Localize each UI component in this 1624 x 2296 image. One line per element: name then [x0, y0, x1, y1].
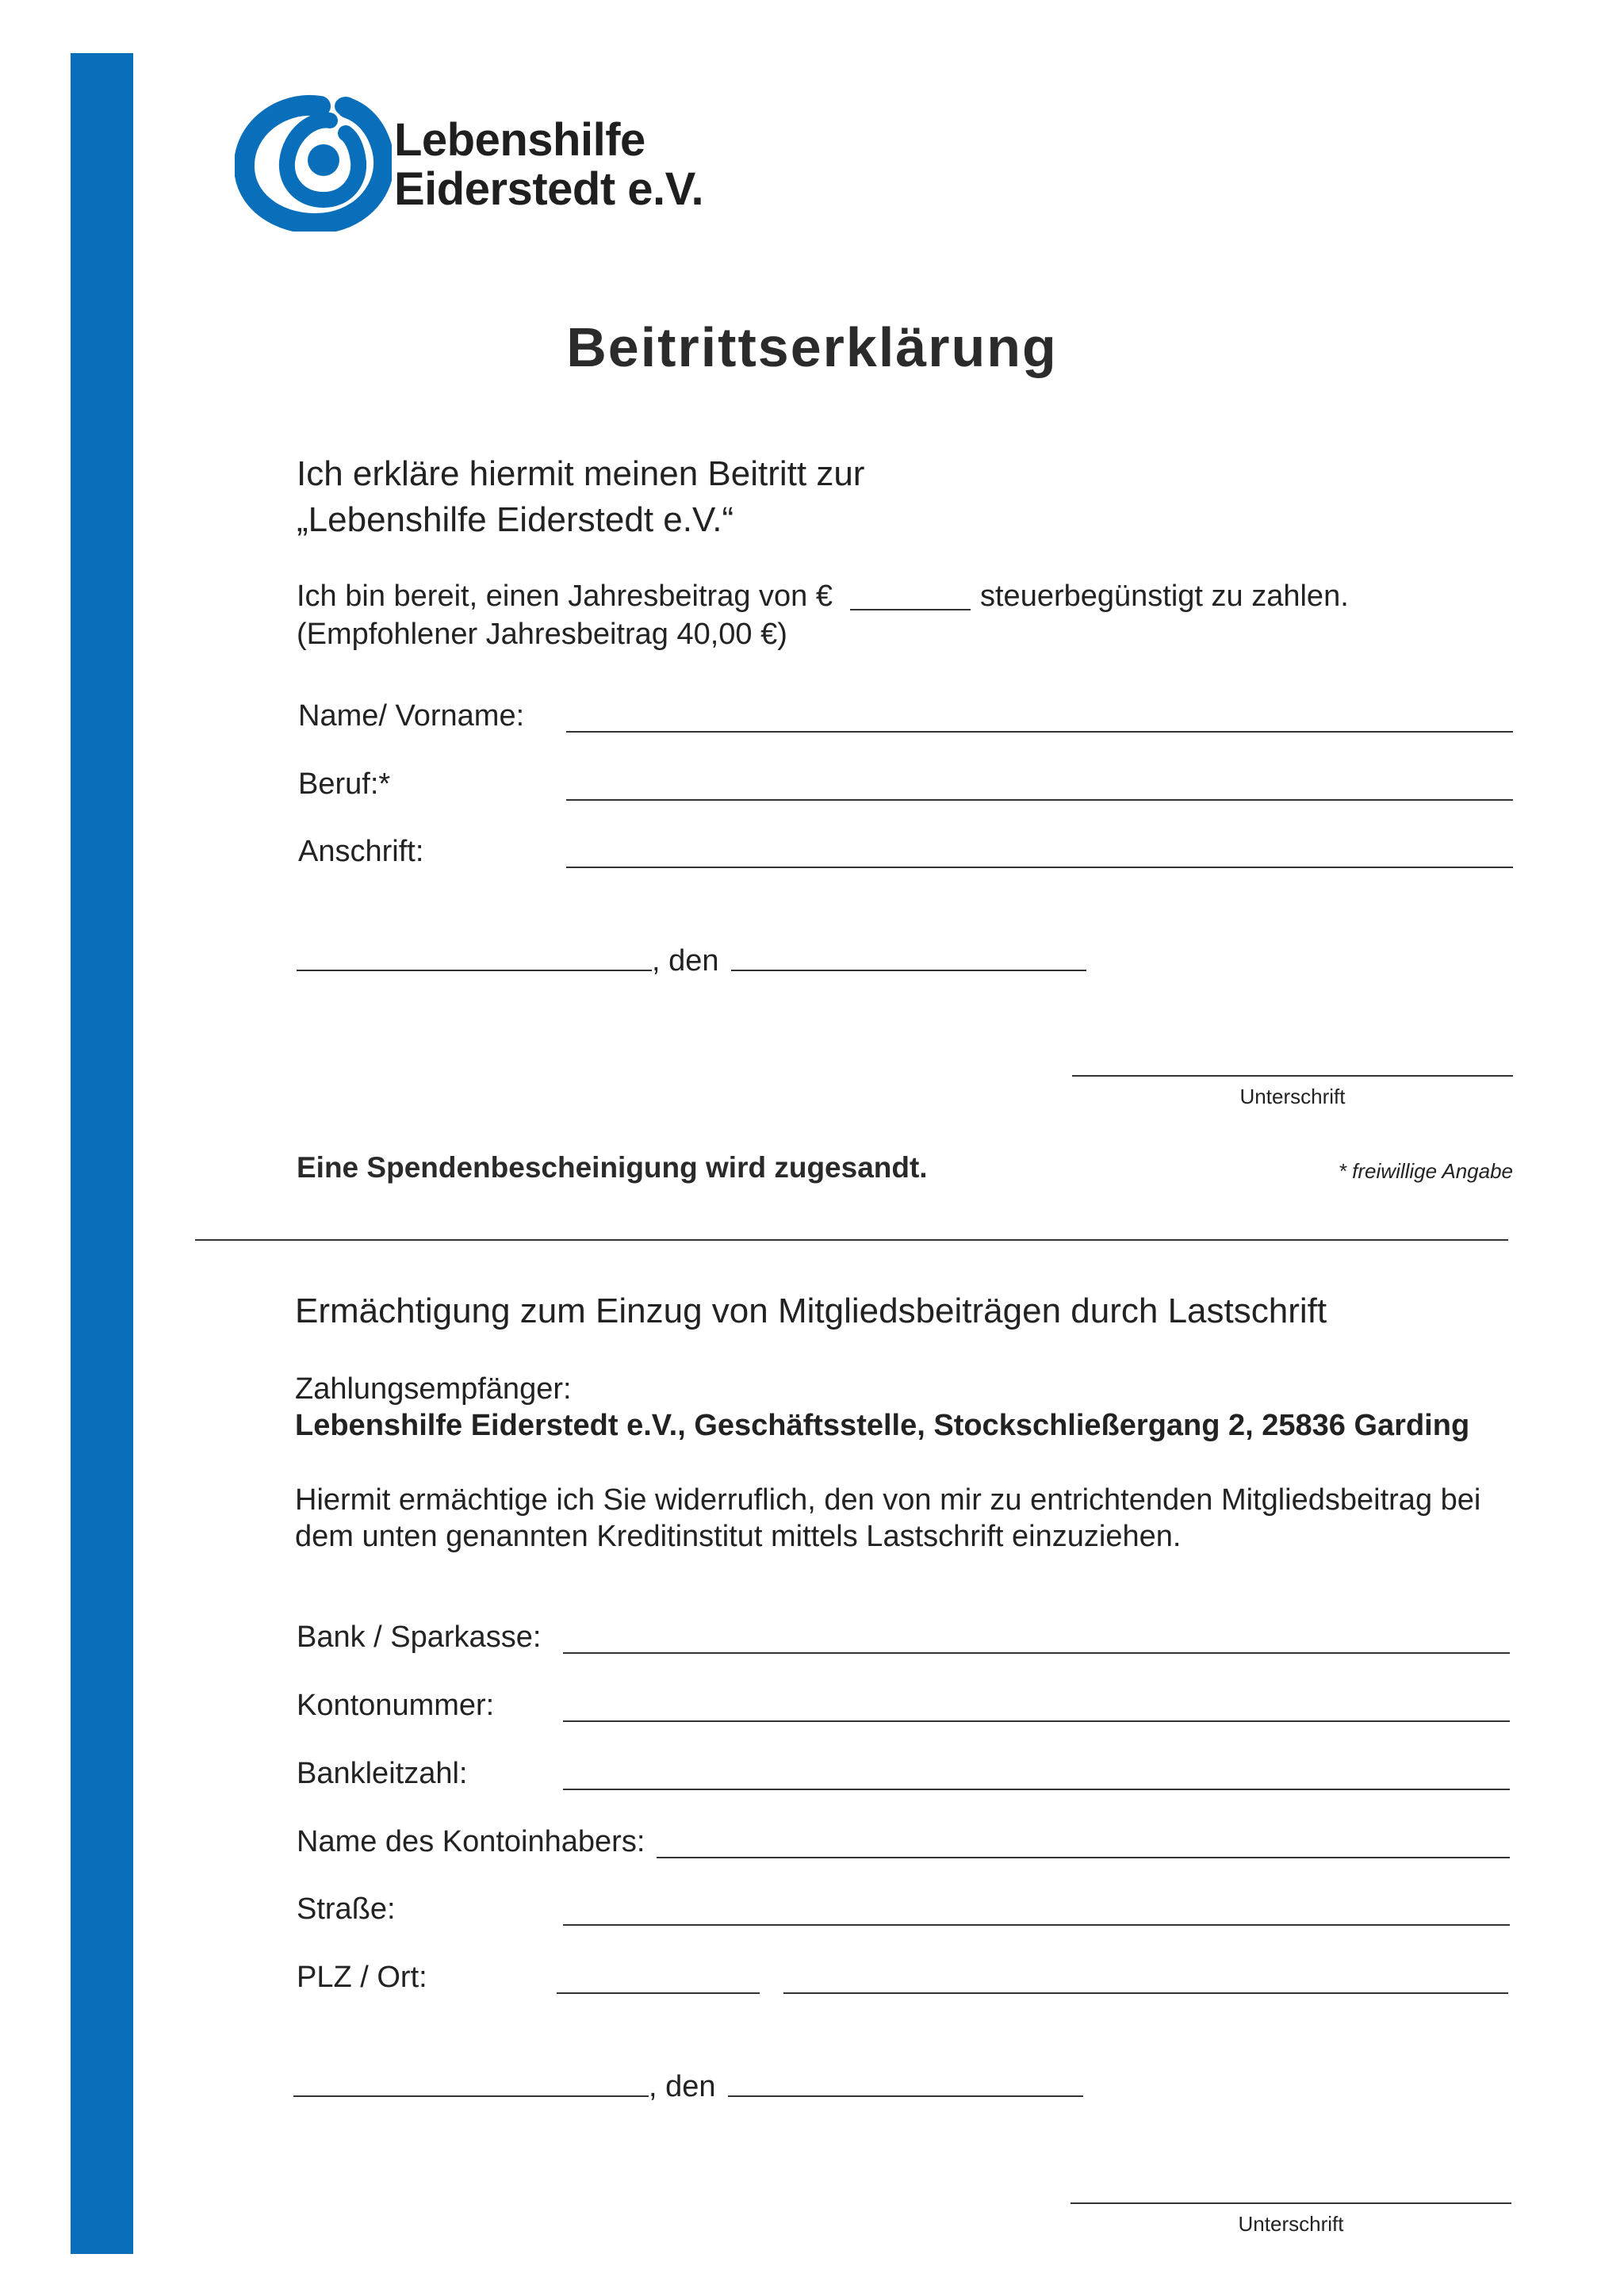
fee-suffix: steuerbegünstigt zu zahlen.: [980, 580, 1349, 613]
debit-date-separator: , den: [649, 2070, 716, 2103]
account-number-label: Kontonummer:: [297, 1689, 495, 1722]
debit-place-field[interactable]: [293, 2095, 649, 2097]
brand-sidebar-bar: [71, 53, 133, 2254]
fee-amount-field[interactable]: [850, 609, 971, 610]
authorization-line-1: Hiermit ermächtige ich Sie widerruflich, den von mir zu entrichtenden Mitgliedsbeitrag bei: [295, 1483, 1481, 1517]
signature-label: Unterschrift: [1239, 1085, 1346, 1108]
debit-date-field[interactable]: [728, 2095, 1083, 2097]
account-holder-label: Name des Kontoinhabers:: [297, 1825, 645, 1858]
bank-field[interactable]: [563, 1652, 1510, 1654]
authorization-line-2: dem unten genannten Kreditinstitut mittels Lastschrift einzuziehen.: [295, 1520, 1182, 1553]
payee-value: Lebenshilfe Eiderstedt e.V., Geschäftsstelle, Stockschließergang 2, 25836 Garding: [295, 1409, 1470, 1442]
debit-heading: Ermächtigung zum Einzug von Mitgliedsbeiträgen durch Lastschrift: [295, 1292, 1327, 1330]
page-title: Beitrittserklärung: [566, 316, 1058, 378]
account-number-field[interactable]: [563, 1720, 1510, 1722]
place-field[interactable]: [297, 970, 652, 971]
street-field[interactable]: [563, 1924, 1510, 1926]
account-holder-field[interactable]: [657, 1857, 1510, 1858]
city-field[interactable]: [783, 1992, 1508, 1994]
name-field[interactable]: [566, 731, 1513, 733]
debit-signature-field[interactable]: [1071, 2202, 1511, 2204]
zip-field[interactable]: [557, 1992, 760, 1994]
street-label: Straße:: [297, 1892, 396, 1926]
organization-name-line1: Lebenshilfe: [394, 114, 645, 166]
bank-code-label: Bankleitzahl:: [297, 1757, 468, 1790]
fee-prefix: Ich bin bereit, einen Jahresbeitrag von €: [297, 580, 833, 613]
organization-name-line2: Eiderstedt e.V.: [394, 163, 704, 215]
optional-note: * freiwillige Angabe: [1338, 1159, 1513, 1183]
donation-note: Eine Spendenbescheinigung wird zugesandt.: [297, 1151, 928, 1184]
zip-city-label: PLZ / Ort:: [297, 1961, 427, 1994]
date-field[interactable]: [731, 970, 1086, 971]
profession-label: Beruf:*: [298, 767, 391, 801]
organization-name: [394, 116, 703, 214]
address-field[interactable]: [566, 867, 1513, 868]
declaration-line-1: Ich erkläre hiermit meinen Beitritt zur: [297, 454, 865, 493]
section-divider: [195, 1239, 1508, 1241]
address-label: Anschrift:: [298, 835, 424, 868]
profession-field[interactable]: [566, 799, 1513, 801]
bank-code-field[interactable]: [563, 1789, 1510, 1790]
bank-label: Bank / Sparkasse:: [297, 1621, 542, 1654]
debit-signature-label: Unterschrift: [1238, 2212, 1344, 2236]
payee-label: Zahlungsempfänger:: [295, 1372, 572, 1406]
lebenshilfe-logo-icon: [235, 89, 392, 232]
name-label: Name/ Vorname:: [298, 699, 525, 733]
declaration-line-2: „Lebenshilfe Eiderstedt e.V.“: [297, 500, 734, 539]
fee-recommended: (Empfohlener Jahresbeitrag 40,00 €): [297, 618, 787, 651]
date-separator: , den: [652, 944, 719, 978]
signature-field[interactable]: [1072, 1075, 1513, 1077]
